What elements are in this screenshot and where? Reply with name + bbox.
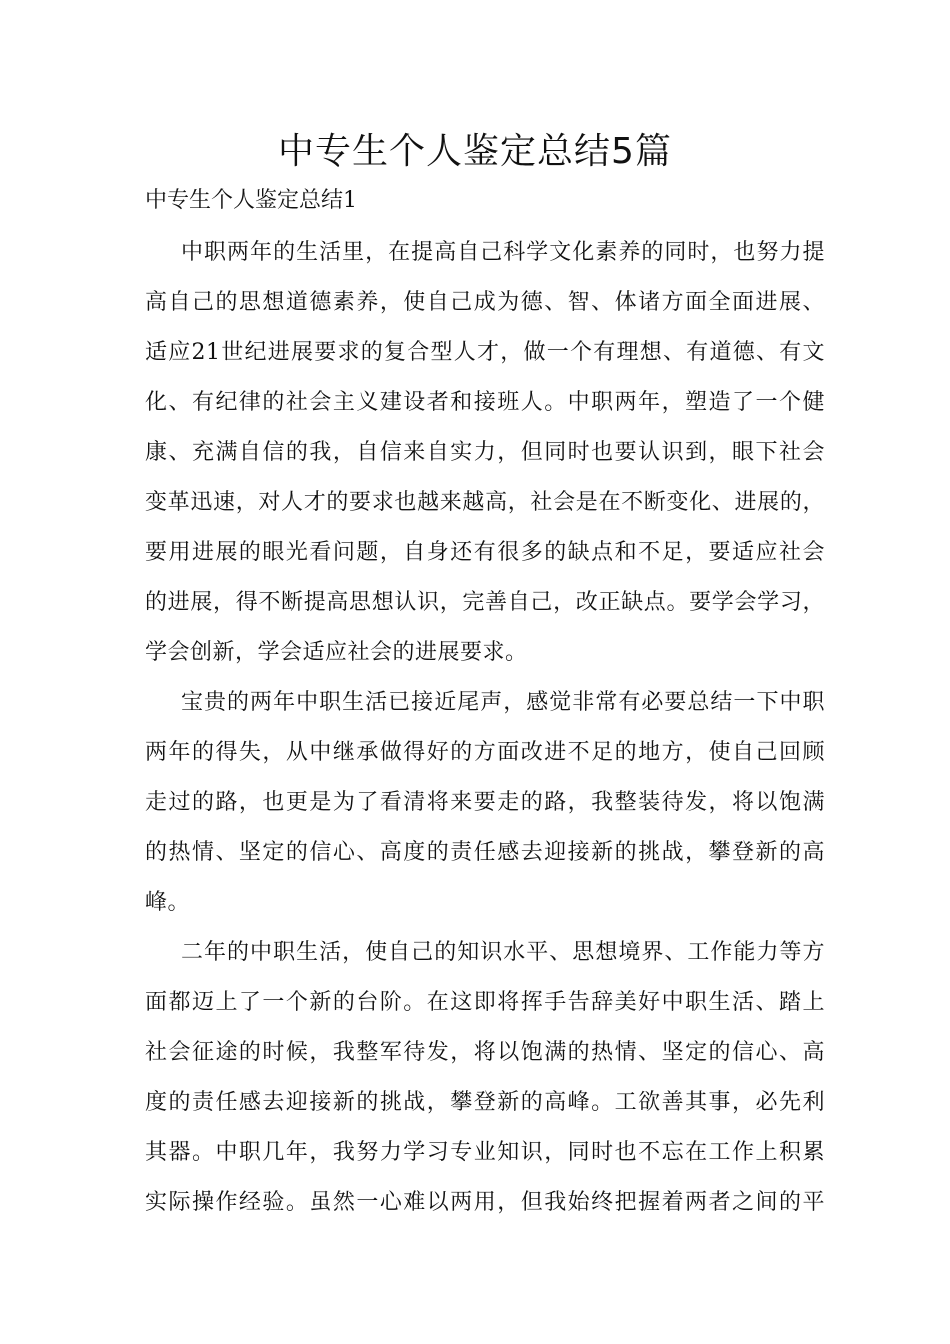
- paragraph-line: 两年的得失，从中继承做得好的方面改进不足的地方，使自己回顾: [145, 740, 825, 765]
- paragraph-line: 度的责任感去迎接新的挑战，攀登新的高峰。工欲善其事，必先利: [145, 1090, 825, 1115]
- document-body: [145, 228, 825, 1228]
- paragraph-line: 学会创新，学会适应社会的进展要求。: [145, 640, 528, 665]
- paragraph-2: [145, 678, 825, 928]
- paragraph-line: 要用进展的眼光看问题，自身还有很多的缺点和不足，要适应社会: [145, 540, 825, 565]
- paragraph-3: [145, 928, 825, 1228]
- paragraph-line: 适应21世纪进展要求的复合型人才，做一个有理想、有道德、有文: [145, 340, 825, 365]
- paragraph-line: 的进展，得不断提高思想认识，完善自己，改正缺点。要学会学习，: [145, 590, 825, 615]
- paragraph-line: 化、有纪律的社会主义建设者和接班人。中职两年，塑造了一个健: [145, 390, 825, 415]
- paragraph-line: 峰。: [145, 890, 191, 915]
- section-heading: 中专生个人鉴定总结1: [145, 188, 357, 213]
- document-title: 中专生个人鉴定总结5篇: [278, 131, 672, 172]
- paragraph-line: 其器。中职几年，我努力学习专业知识，同时也不忘在工作上积累: [145, 1140, 825, 1165]
- paragraph-line: 中职两年的生活里，在提高自己科学文化素养的同时，也努力提: [181, 240, 825, 265]
- paragraph-1: [145, 228, 825, 678]
- paragraph-line: 二年的中职生活，使自己的知识水平、思想境界、工作能力等方: [181, 940, 825, 965]
- paragraph-line: 面都迈上了一个新的台阶。在这即将挥手告辞美好中职生活、踏上: [145, 990, 825, 1015]
- paragraph-line: 高自己的思想道德素养，使自己成为德、智、体诸方面全面进展、: [145, 290, 825, 315]
- paragraph-line: 的热情、坚定的信心、高度的责任感去迎接新的挑战，攀登新的高: [145, 840, 825, 865]
- paragraph-line: 实际操作经验。虽然一心难以两用，但我始终把握着两者之间的平: [145, 1190, 825, 1215]
- paragraph-line: 康、充满自信的我，自信来自实力，但同时也要认识到，眼下社会: [145, 440, 825, 465]
- paragraph-line: 宝贵的两年中职生活已接近尾声，感觉非常有必要总结一下中职: [181, 690, 825, 715]
- paragraph-line: 社会征途的时候，我整军待发，将以饱满的热情、坚定的信心、高: [145, 1040, 825, 1065]
- paragraph-line: 变革迅速，对人才的要求也越来越高，社会是在不断变化、进展的，: [145, 490, 825, 515]
- paragraph-line: 走过的路，也更是为了看清将来要走的路，我整装待发，将以饱满: [145, 790, 825, 815]
